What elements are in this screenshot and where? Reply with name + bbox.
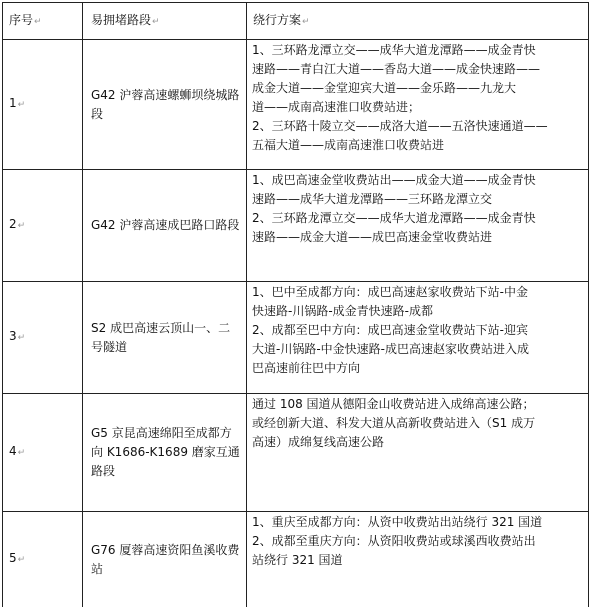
- plan-line: 1、巴中至成都方向：成巴高速赵家收费站下站-中金: [252, 285, 528, 299]
- plan-line: 五福大道——成南高速淮口收费站进: [252, 138, 445, 152]
- plan-line: 速路——成华大道龙潭路——三环路龙潭立交: [252, 192, 493, 206]
- table-row: [3, 394, 589, 512]
- plan-line: 2、成都至重庆方向：从资阳收费站或球溪西收费站出: [252, 534, 536, 548]
- plan-line: 站绕行 321 国道: [252, 553, 343, 567]
- plan-line: 通过 108 国道从德阳金山收费站进入成绵高速公路；: [252, 397, 535, 411]
- row-plan-cell: [247, 170, 589, 282]
- header-section-cell: [83, 3, 247, 40]
- plan-line: 速路——青白江大道——香岛大道——成金快速路——: [252, 62, 541, 76]
- row-plan-cell: [247, 282, 589, 394]
- row-index-cell: [3, 40, 83, 170]
- paragraph-mark: ↵: [34, 16, 42, 27]
- plan-line: 快速路-川锅路-成金青快速路-成都: [252, 304, 433, 318]
- row-section-cell: [83, 40, 247, 170]
- table-header-row: [3, 3, 589, 40]
- paragraph-mark: ↵: [17, 555, 26, 565]
- table-row: [3, 40, 589, 170]
- detour-table: [2, 2, 589, 607]
- row-section-cell: [83, 282, 247, 394]
- paragraph-mark: ↵: [302, 16, 310, 27]
- row-section-cell: [83, 512, 247, 607]
- row-index-cell: [3, 282, 83, 394]
- paragraph-mark: ↵: [17, 100, 26, 110]
- row-index: 4: [9, 444, 17, 458]
- plan-line: 大道-川锅路-中金快速路-成巴高速赵家收费站进入成: [252, 342, 529, 356]
- row-plan-cell: [247, 394, 589, 512]
- row-index-cell: [3, 394, 83, 512]
- header-index-cell: [3, 3, 83, 40]
- header-plan: 绕行方案: [253, 12, 302, 27]
- plan-line: 2、成都至巴中方向：成巴高速金堂收费站下站-迎宾: [252, 323, 528, 337]
- table-row: [3, 282, 589, 394]
- row-index-cell: [3, 170, 83, 282]
- plan-line: 2、三环路龙潭立交——成华大道龙潭路——成金青快: [252, 211, 536, 225]
- row-section-cell: [83, 170, 247, 282]
- plan-line: 1、成巴高速金堂收费站出——成金大道——成金青快: [252, 173, 536, 187]
- row-section: G42 沪蓉高速螺蛳坝绕城路段: [91, 87, 240, 121]
- row-section: S2 成巴高速云顶山一、二号隧道: [91, 320, 231, 354]
- row-index: 3: [9, 329, 17, 343]
- row-index-cell: [3, 512, 83, 607]
- row-index: 1: [9, 96, 17, 110]
- paragraph-mark: ↵: [17, 333, 26, 343]
- plan-line: 或经创新大道、科发大道从高新收费站进入（S1 成万: [252, 416, 536, 430]
- header-plan-cell: [247, 3, 589, 40]
- header-index: 序号: [9, 12, 34, 27]
- plan-line: 成金大道——金堂迎宾大道——金乐路——九龙大: [252, 81, 517, 95]
- row-plan-cell: [247, 512, 589, 607]
- row-index: 5: [9, 551, 17, 565]
- table-row: [3, 512, 589, 607]
- row-index: 2: [9, 217, 17, 231]
- plan-line: 1、重庆至成都方向：从资中收费站出站绕行 321 国道: [252, 515, 543, 529]
- plan-line: 1、三环路龙潭立交——成华大道龙潭路——成金青快: [252, 43, 536, 57]
- paragraph-mark: ↵: [17, 448, 26, 458]
- detour-table-body: [3, 3, 589, 607]
- plan-line: 道——成南高速淮口收费站进；: [252, 100, 421, 114]
- row-section: G42 沪蓉高速成巴路口路段: [91, 218, 240, 232]
- plan-line: 巴高速前往巴中方向: [252, 361, 361, 375]
- row-plan-cell: [247, 40, 589, 170]
- row-section: G5 京昆高速绵阳至成都方向 K1686-K1689 磨家互通路段: [91, 426, 240, 478]
- plan-line: 2、三环路十陵立交——成洛大道——五洛快速通道——: [252, 119, 548, 133]
- row-section: G76 厦蓉高速资阳鱼溪收费站: [91, 542, 240, 576]
- row-section-cell: [83, 394, 247, 512]
- paragraph-mark: ↵: [17, 221, 26, 231]
- paragraph-mark: ↵: [152, 16, 160, 27]
- header-section: 易拥堵路段: [91, 12, 152, 27]
- table-row: [3, 170, 589, 282]
- plan-line: 高速）成绵复线高速公路: [252, 435, 385, 449]
- plan-line: 速路——成金大道——成巴高速金堂收费站进: [252, 230, 493, 244]
